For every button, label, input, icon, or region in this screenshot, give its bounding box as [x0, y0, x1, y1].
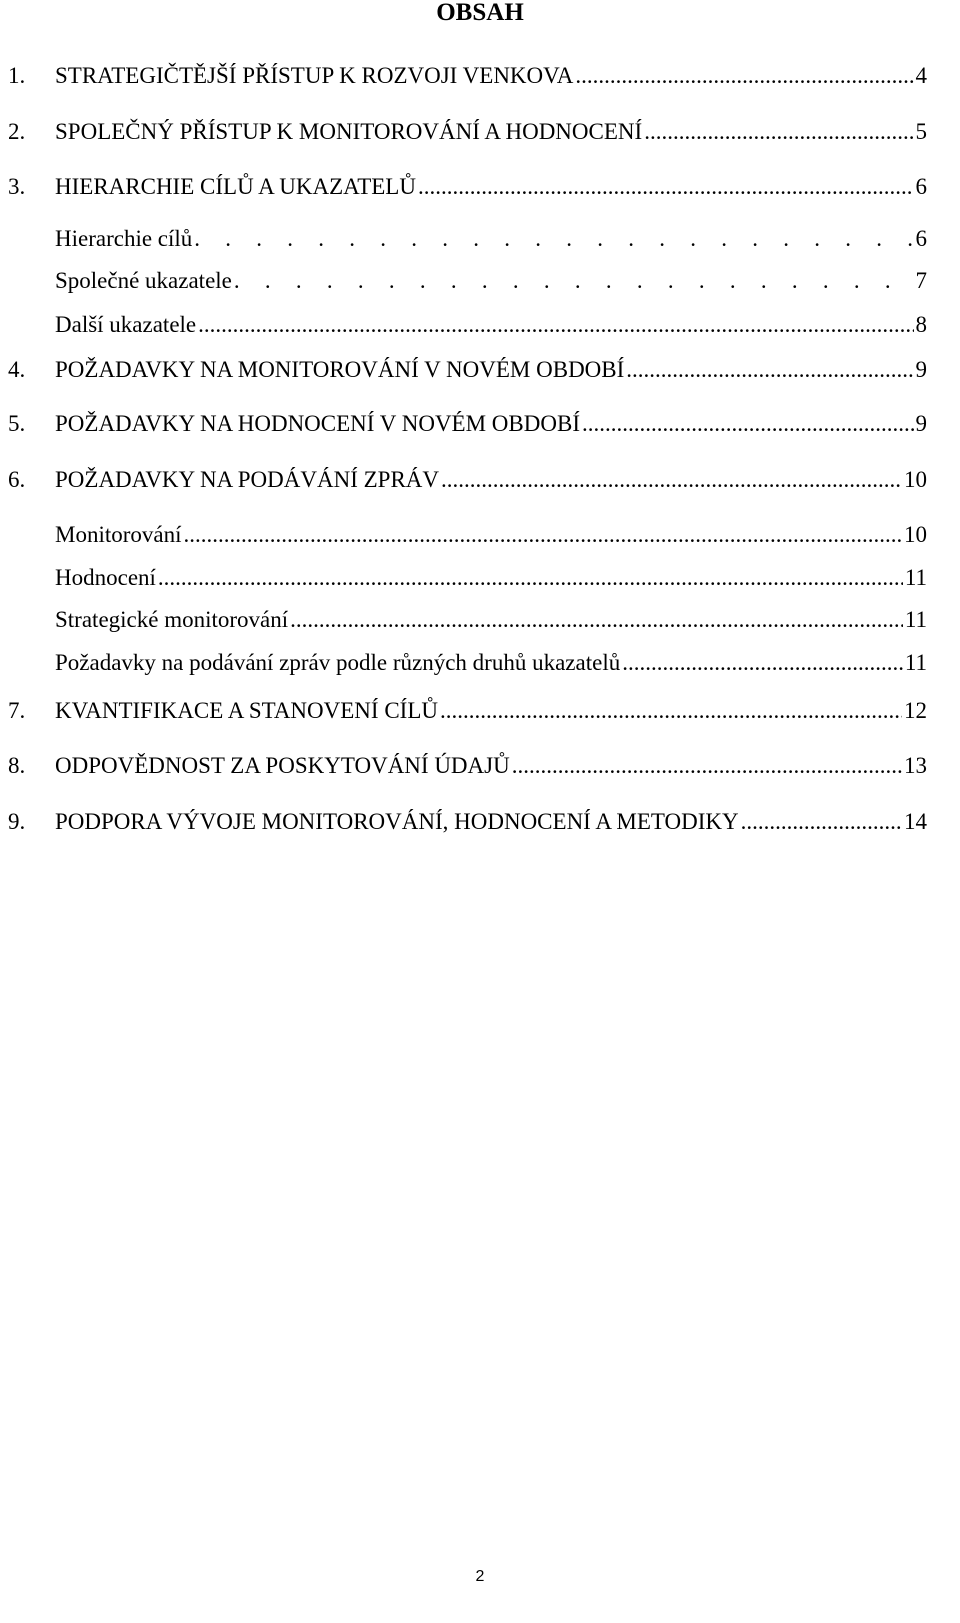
- toc-page: 11: [904, 565, 927, 590]
- toc-page: 6: [915, 174, 927, 199]
- toc-page: 9: [915, 357, 927, 382]
- dot-leader: [741, 807, 902, 837]
- dot-leader: [582, 409, 914, 439]
- dot-leader: [622, 648, 903, 678]
- toc-title: Monitorování: [55, 522, 182, 547]
- dot-leader: [644, 117, 913, 147]
- toc-page: 14: [904, 809, 927, 834]
- toc-title: Společné ukazatele: [55, 268, 232, 293]
- toc-title: POŽADAVKY NA PODÁVÁNÍ ZPRÁV: [55, 467, 440, 492]
- dot-leader: [441, 465, 902, 495]
- page-title: OBSAH: [436, 0, 524, 26]
- toc-title: PODPORA VÝVOJE MONITOROVÁNÍ, HODNOCENÍ A METODIKY: [55, 809, 739, 834]
- toc-number: 1.: [8, 63, 26, 88]
- dot-leader: [234, 266, 914, 296]
- toc-number: 4.: [8, 357, 26, 382]
- toc-title: ODPOVĚDNOST ZA POSKYTOVÁNÍ ÚDAJŮ: [55, 753, 510, 778]
- toc-title: POŽADAVKY NA MONITOROVÁNÍ V NOVÉM OBDOBÍ: [55, 357, 625, 382]
- dot-leader: [626, 355, 913, 385]
- toc-title: STRATEGIČTĚJŠÍ PŘÍSTUP K ROZVOJI VENKOVA: [55, 63, 574, 88]
- dot-leader: [184, 520, 903, 550]
- toc-title: POŽADAVKY NA HODNOCENÍ V NOVÉM OBDOBÍ: [55, 411, 580, 436]
- dot-leader: [198, 310, 913, 340]
- toc-number: 3.: [8, 174, 26, 199]
- toc-title: KVANTIFIKACE A STANOVENÍ CÍLŮ: [55, 698, 438, 723]
- toc-title: Hodnocení: [55, 565, 156, 590]
- toc-number: 2.: [8, 119, 26, 144]
- toc-number: 7.: [8, 698, 26, 723]
- toc-page: 9: [915, 411, 927, 436]
- toc-number: 6.: [8, 467, 26, 492]
- toc-page: 11: [904, 607, 927, 632]
- dot-leader: [440, 696, 902, 726]
- toc-page: 7: [915, 268, 927, 293]
- toc-page: 10: [904, 467, 927, 492]
- toc-page: 8: [915, 312, 927, 337]
- toc-title: HIERARCHIE CÍLŮ A UKAZATELŮ: [55, 174, 416, 199]
- toc-title: Strategické monitorování: [55, 607, 289, 632]
- dot-leader: [418, 172, 914, 202]
- toc-title: SPOLEČNÝ PŘÍSTUP K MONITOROVÁNÍ A HODNOCENÍ: [55, 119, 643, 144]
- toc-number: 8.: [8, 753, 26, 778]
- toc-number: 5.: [8, 411, 26, 436]
- toc-title: Hierarchie cílů: [55, 226, 193, 251]
- toc-title: Požadavky na podávání zpráv podle různých druhů ukazatelů: [55, 650, 621, 675]
- toc-page: 13: [904, 753, 927, 778]
- dot-leader: [194, 224, 913, 254]
- toc-page: 10: [904, 522, 927, 547]
- toc-number: 9.: [8, 809, 26, 834]
- toc-page: 11: [904, 650, 927, 675]
- dot-leader: [512, 751, 902, 781]
- toc-page: 12: [904, 698, 927, 723]
- toc-page: 6: [915, 226, 927, 251]
- toc-title: Další ukazatele: [55, 312, 197, 337]
- page-number: 2: [475, 1568, 485, 1585]
- dot-leader: [158, 563, 903, 593]
- dot-leader: [290, 605, 903, 635]
- toc-page: 5: [915, 119, 927, 144]
- toc-page: 4: [915, 63, 927, 88]
- dot-leader: [575, 61, 913, 91]
